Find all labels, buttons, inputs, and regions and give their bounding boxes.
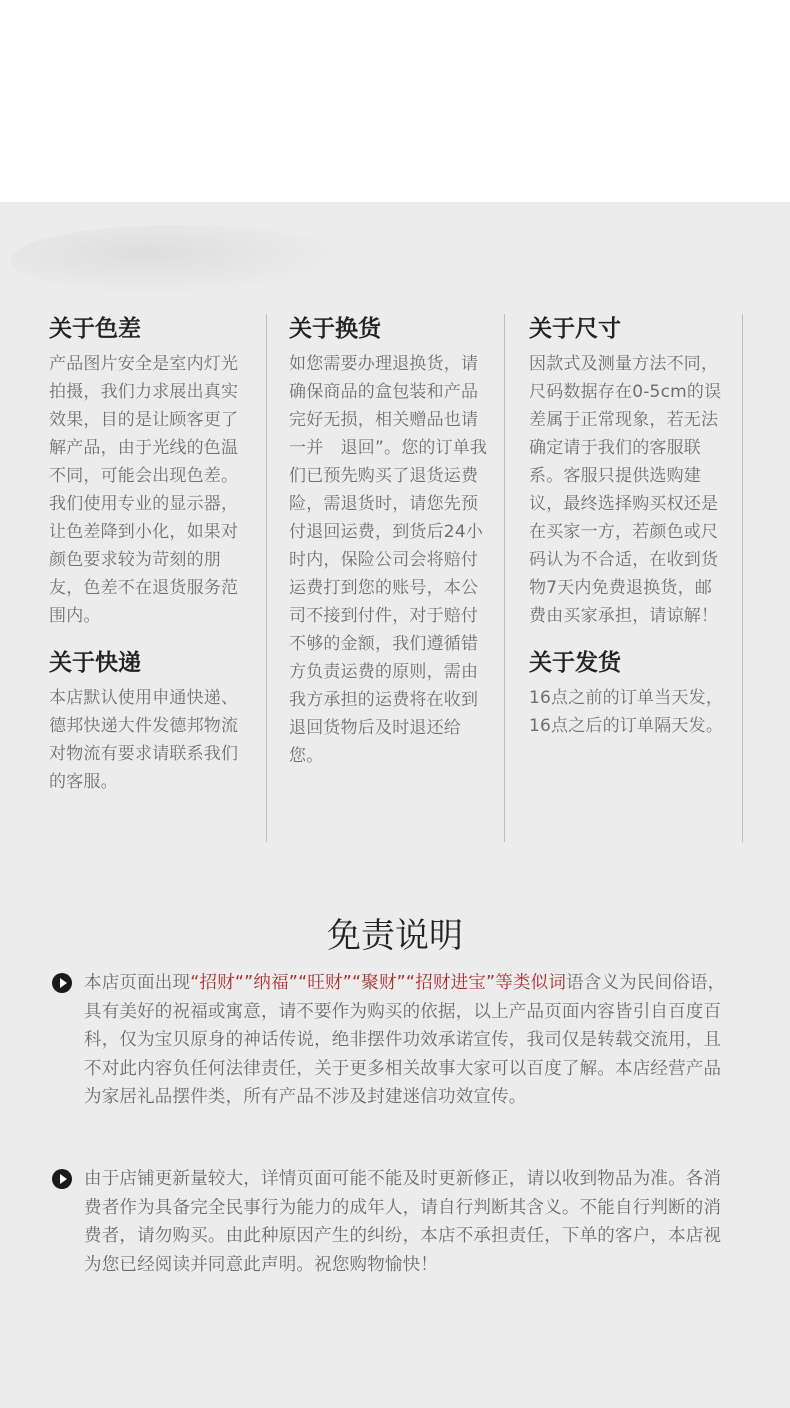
play-bullet-icon bbox=[52, 973, 72, 993]
disclaimer-item-text bbox=[84, 969, 732, 1112]
heading-exchange: 关于换货 bbox=[289, 315, 381, 342]
column-divider bbox=[266, 314, 267, 842]
disclaimer-item bbox=[52, 969, 732, 1112]
column-color-express bbox=[49, 314, 249, 796]
disclaimer-item-text: 由于店铺更新量较大，详情页面可能不能及时更新修正，请以收到物品为准。各消费者作为具备完全民事行为能力的成年人，请自行判断其含义。不能自行判断的消费者，请勿购买。由此种原因产生的纠纷，本店不承担责任，下单的客户，本店视为您已经阅读并同意此声明。祝您购物愉快！ bbox=[84, 1169, 722, 1275]
heading-size: 关于尺寸 bbox=[529, 315, 621, 342]
text-color-difference: 产品图片安全是室内灯光拍摄，我们力求展出真实效果，目的是让顾客更了解产品，由于光线的色温不同，可能会出现色差。我们使用专业的显示器，让色差降到小化，如果对颜色要求较为苛刻的朋友，色差不在退货服务范围内。 bbox=[49, 354, 239, 626]
play-bullet-icon bbox=[52, 1169, 72, 1189]
column-size-shipping bbox=[529, 314, 729, 740]
column-divider bbox=[504, 314, 505, 842]
column-divider bbox=[742, 314, 743, 842]
heading-color-difference: 关于色差 bbox=[49, 315, 141, 342]
highlighted-terms: “招财“”纳福”“旺财”“聚财”“招财进宝”等类似词 bbox=[190, 973, 567, 993]
background-smudge bbox=[10, 225, 350, 295]
text-express: 本店默认使用申通快递、德邦快递大件发德邦物流对物流有要求请联系我们的客服。 bbox=[49, 688, 239, 792]
heading-shipping: 关于发货 bbox=[529, 649, 621, 676]
top-white-band bbox=[0, 0, 790, 202]
disclaimer-item bbox=[52, 1165, 732, 1279]
text-size: 因款式及测量方法不同，尺码数据存在0-5cm的误差属于正常现象，若无法确定请于我们的客服联系。客服只提供选购建议，最终选择购买权还是在买家一方，若颜色或尺码认为不合适，在收到货物7天内免费退换货，邮费由买家承担，请谅解！ bbox=[529, 354, 722, 626]
item-prefix: 本店页面出现 bbox=[84, 973, 191, 993]
item-suffix: 语含义为民间俗语，具有美好的祝福或寓意，请不要作为购买的依据，以上产品页面内容皆引自百度百科，仅为宝贝原身的神话传说，绝非摆件功效承诺宣传，我司仅是转载交流用，且不对此内容负任何法律责任，关于更多相关故事大家可以百度了解。本店经营产品为家居礼品摆件类，所有产品不涉及封建迷信功效宣传。 bbox=[84, 973, 726, 1107]
heading-express: 关于快递 bbox=[49, 649, 141, 676]
disclaimer-title: 免责说明 bbox=[327, 916, 463, 956]
text-shipping: 16点之前的订单当天发，16点之后的订单隔天发。 bbox=[529, 688, 724, 736]
column-exchange bbox=[289, 314, 489, 770]
text-exchange: 如您需要办理退换货，请确保商品的盒包装和产品完好无损，相关赠品也请一并 退回”。您的订单我们已预先购买了退货运费险，需退货时，请您先预付退回运费，到货后24小时内，保险公司会将赔付运费打到您的账号，本公司不接到付件，对于赔付不够的金额，我们遵循错方负责运费的原则，需由我方承担的运费将在收到退回货物后及时退还给您。 bbox=[289, 354, 488, 766]
